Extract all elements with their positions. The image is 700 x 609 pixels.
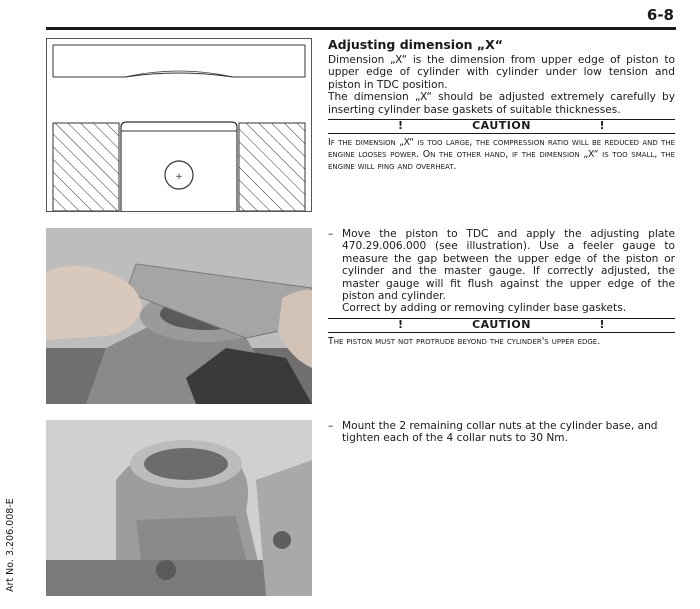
article-number-label [4,462,18,592]
article-number-text: Art No. 3.206.008-E [5,498,16,592]
warning-mark-icon: ! [599,317,605,331]
caution-bar [328,318,675,333]
caution-text: If the dimension „X“ is too large, the compression ratio will be reduced and the engine looses power. On the other hand, if the dimension „X“ is too small, the engine will ping and overheat. [328,137,675,173]
piston-cross-section-diagram [46,38,312,212]
instruction-text: Move the piston to TDC and apply the adjusting plate 470.29.006.000 (see illustration). Use a feeler gauge to measure the gap between the upper edge of the piston or cylinder and the master gauge. If correctly adjusted, the master gauge will fit flush against the upper edge of the piston and cylinder. [342,228,675,303]
warning-mark-icon: ! [398,119,404,133]
instruction-text: Mount the 2 remaining collar nuts at the cylinder base, and tighten each of the 4 collar nuts to 30 Nm. [342,420,658,445]
photo-cylinder-base [46,420,312,596]
caution-bar [328,119,675,134]
caution-text: The piston must not protrude beyond the cylinder's upper edge. [328,335,601,347]
section-adjusting-dimension [328,38,675,174]
paragraph-definition: Dimension „X“ is the dimension from upper edge of piston to upper edge of cylinder with cylinder under low tension and piston in TDC position. [328,54,675,91]
caution-label: CAUTION [472,119,531,133]
instruction-step [328,420,675,445]
caution-label: CAUTION [472,317,531,331]
header-rule [46,27,676,30]
bullet-dash: – [328,228,334,240]
warning-mark-icon: ! [599,119,605,133]
paragraph-adjustment: The dimension „X“ should be adjusted extremely carefully by inserting cylinder base gaskets of suitable thicknesses. [328,91,675,116]
bullet-dash: – [328,420,334,432]
section-heading: Adjusting dimension „X“ [328,37,503,52]
photo-adjusting-plate [46,228,312,404]
svg-text:+: + [175,172,183,182]
section-collar-nuts [328,420,675,445]
instruction-step [328,228,675,315]
instruction-text-correction: Correct by adding or removing cylinder base gaskets. [342,302,627,315]
section-move-piston [328,228,675,348]
warning-mark-icon: ! [398,317,404,331]
page-number: 6-8 [646,6,674,24]
